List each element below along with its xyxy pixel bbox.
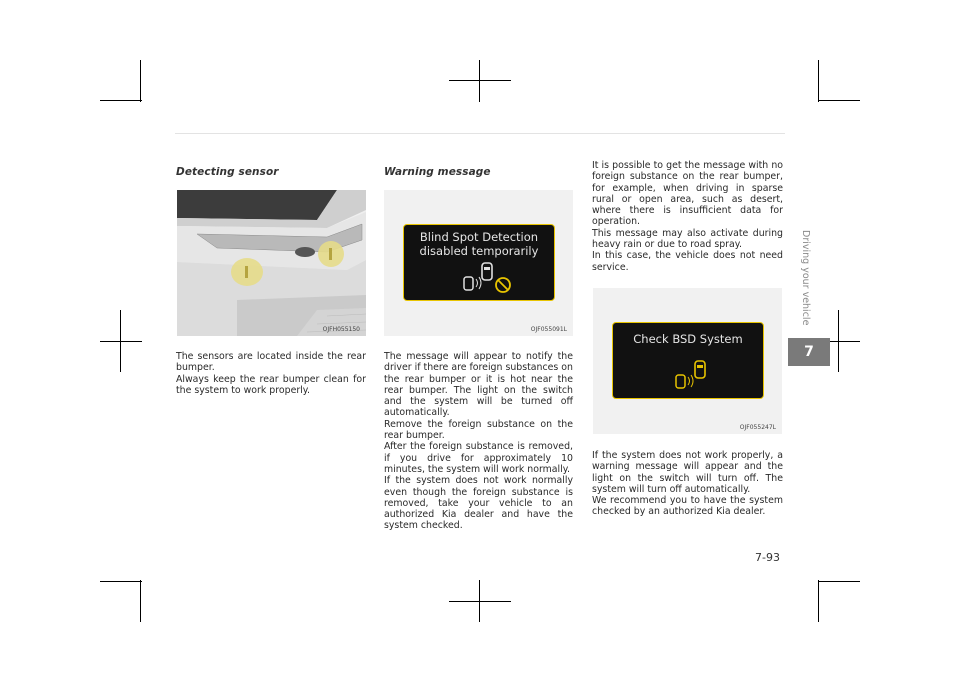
car-warning-icon: [676, 375, 693, 388]
figure-code: OJF055091L: [530, 326, 567, 333]
registration-mark: [449, 601, 511, 602]
right-column-text-top: [592, 160, 783, 273]
right-column-text-bottom: [592, 450, 783, 518]
paragraph: We recommend you to have the system checked by an authorized Kia dealer.: [592, 495, 783, 518]
paragraph: The message will appear to notify the driver if there are foreign substances on the rear bumper or it is hot near the rear bumper. The light on the switch and the system will be turned off automatically.: [384, 351, 573, 419]
check-bsd-figure: [593, 288, 782, 434]
warning-message-figure: [384, 190, 573, 336]
paragraph: It is possible to get the message with no foreign substance on the rear bumper, for example, when driving in sparse rural or open area, such as desert, where there is insufficient data for operation.: [592, 160, 783, 228]
crop-mark: [818, 100, 860, 101]
header-rule: [175, 133, 785, 134]
paragraph: In this case, the vehicle does not need service.: [592, 250, 783, 273]
registration-mark: [100, 341, 142, 342]
paragraph: After the foreign substance is removed, if you drive for approximately 10 minutes, the system will work normally.: [384, 441, 573, 475]
paragraph: The sensors are located inside the rear bumper.: [176, 351, 366, 374]
detecting-sensor-text: [176, 351, 366, 396]
paragraph: Remove the foreign substance on the rear bumper.: [384, 418, 573, 442]
car-sensor-icon: [695, 361, 705, 378]
page-number: 7-93: [755, 551, 780, 564]
crop-mark: [140, 580, 141, 622]
cluster-display: [403, 224, 555, 301]
no-symbol-icon: [496, 278, 510, 292]
paragraph: Always keep the rear bumper clean for the system to work properly.: [176, 373, 366, 396]
rear-bumper-figure: [177, 190, 366, 336]
figure-code: OJF055247L: [739, 424, 776, 431]
paragraph: If the system does not work normally even though the foreign substance is removed, take your vehicle to an authorized Kia dealer and have the system checked.: [384, 475, 573, 532]
chapter-tab: 7: [788, 338, 830, 366]
car-sensor-icon: [482, 263, 492, 280]
registration-mark: [449, 80, 511, 81]
crop-mark: [818, 60, 819, 102]
crop-mark: [818, 581, 860, 582]
rear-bumper-illustration: [177, 190, 366, 336]
crop-mark: [818, 580, 819, 622]
section-heading-warning-message: Warning message: [384, 166, 491, 178]
figure-code: OJFH055150: [322, 326, 360, 333]
section-heading-detecting-sensor: Detecting sensor: [176, 166, 279, 178]
paragraph: This message may also activate during heavy rain or due to road spray.: [592, 227, 783, 251]
cluster-display: [612, 322, 764, 399]
car-warning-icon: [464, 277, 481, 290]
crop-mark: [100, 100, 142, 101]
crop-mark: [140, 60, 141, 102]
crop-mark: [100, 581, 142, 582]
paragraph: If the system does not work properly, a warning message will appear and the light on the switch will turn off. The system will turn off automatically.: [592, 450, 783, 495]
display-message: Blind Spot Detection disabled temporarily: [419, 230, 539, 258]
warning-message-text: [384, 351, 573, 532]
display-message: Check BSD System: [633, 332, 743, 346]
registration-mark: [479, 60, 480, 102]
chapter-label: Driving your vehicle: [800, 230, 811, 326]
